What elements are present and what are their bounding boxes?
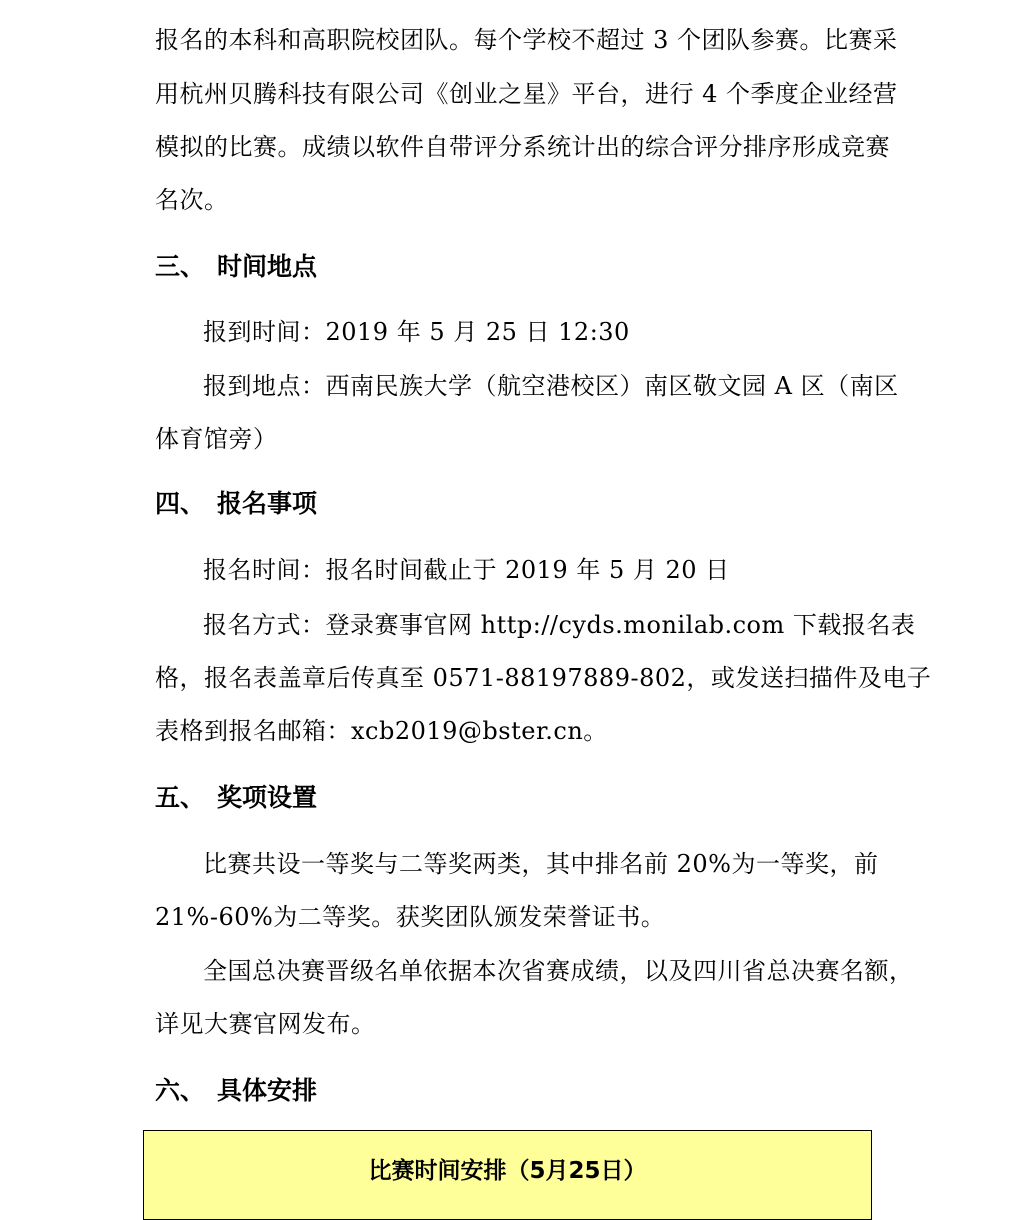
registration-method-line-2: 格，报名表盖章后传真至 0571-88197889-802，或发送扫描件及电子 (155, 664, 932, 692)
section3-title: 时间地点 (217, 252, 318, 281)
registration-method-line-1: 报名方式：登录赛事官网 http://cyds.monilab.com 下载报名表 (203, 611, 916, 639)
finals-paragraph-line-1: 全国总决赛晋级名单依据本次省赛成绩，以及四川省总决赛名额， (203, 957, 914, 985)
section2-paragraph-line-2: 用杭州贝腾科技有限公司《创业之星》平台，进行 4 个季度企业经营 (155, 80, 898, 108)
finals-paragraph-line-2: 详见大赛官网发布。 (155, 1010, 376, 1038)
checkin-time: 报到时间：2019 年 5 月 25 日 12:30 (203, 318, 630, 346)
section6-heading (155, 1073, 317, 1109)
section2-paragraph-line-4: 名次。 (155, 186, 229, 214)
schedule-table-header (143, 1130, 872, 1220)
checkin-place-line-1: 报到地点：西南民族大学（航空港校区）南区敬文园 A 区（南区 (203, 372, 899, 400)
section4-number: 四、 (155, 489, 206, 518)
section4-title: 报名事项 (217, 489, 318, 518)
section2-paragraph-line-1: 报名的本科和高职院校团队。每个学校不超过 3 个团队参赛。比赛采 (155, 26, 898, 54)
section5-number: 五、 (155, 783, 206, 812)
award-paragraph-line-2: 21%-60%为二等奖。获奖团队颁发荣誉证书。 (155, 903, 666, 931)
section6-number: 六、 (155, 1076, 206, 1105)
section6-title: 具体安排 (217, 1076, 318, 1105)
section5-title: 奖项设置 (217, 783, 318, 812)
schedule-table-title: 比赛时间安排（5月25日） (368, 1158, 647, 1184)
registration-method-line-3: 表格到报名邮箱：xcb2019@bster.cn。 (155, 717, 608, 745)
section2-paragraph-line-3: 模拟的比赛。成绩以软件自带评分系统计出的综合评分排序形成竞赛 (155, 133, 890, 161)
section3-number: 三、 (155, 252, 206, 281)
award-paragraph-line-1: 比赛共设一等奖与二等奖两类，其中排名前 20%为一等奖，前 (203, 850, 879, 878)
section3-heading (155, 249, 317, 285)
section4-heading (155, 486, 317, 522)
registration-time: 报名时间：报名时间截止于 2019 年 5 月 20 日 (203, 556, 730, 584)
section5-heading (155, 780, 317, 816)
checkin-place-line-2: 体育馆旁） (155, 425, 278, 453)
